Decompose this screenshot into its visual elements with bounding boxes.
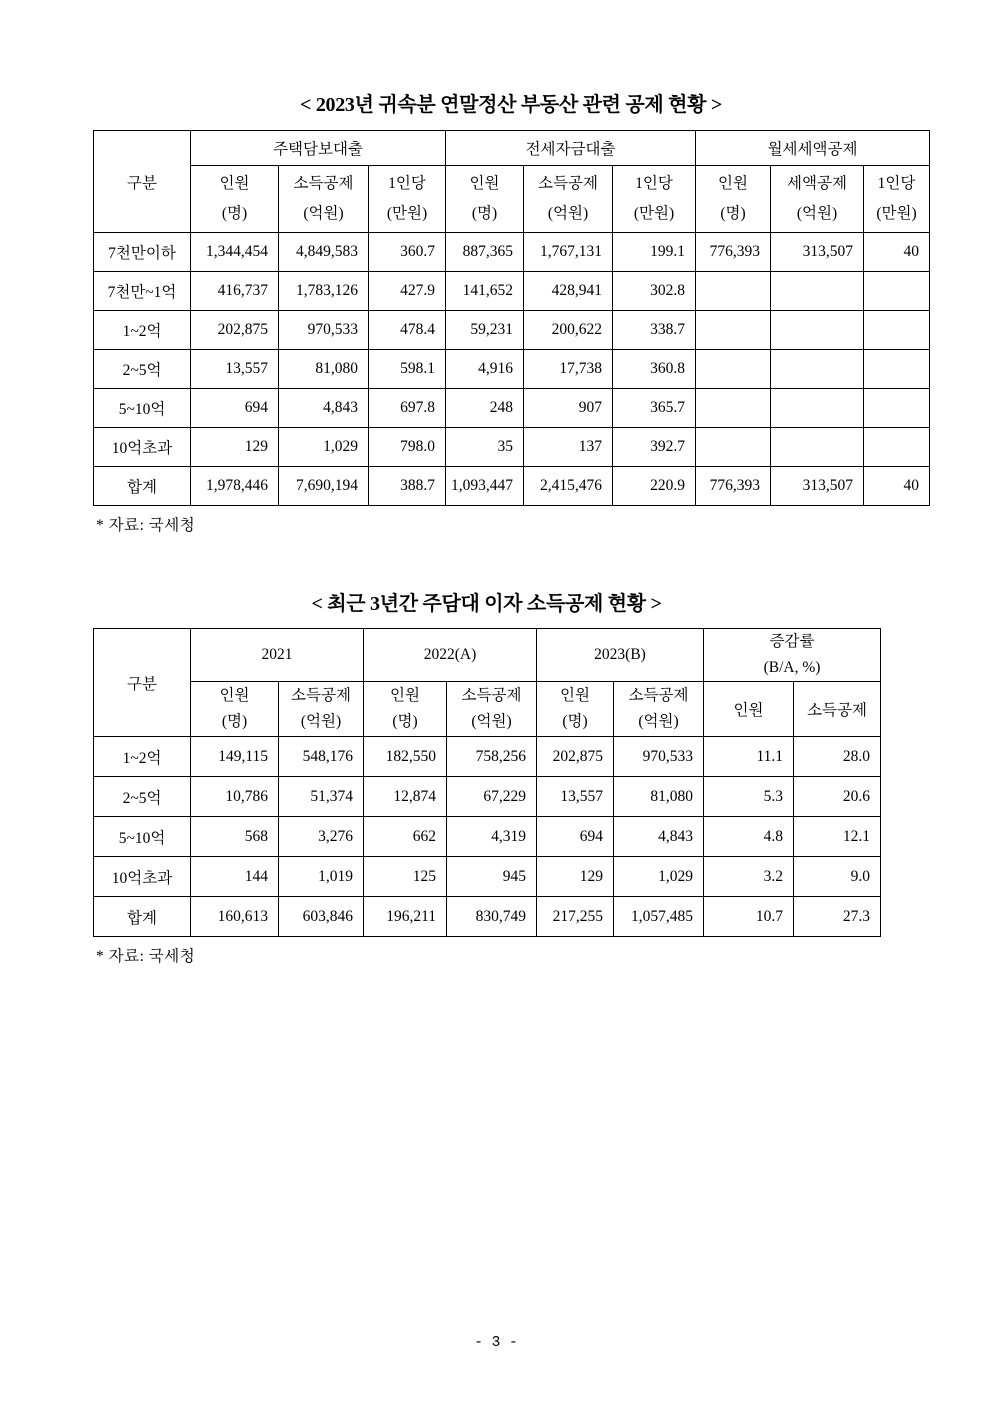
cell: 830,749 [447, 897, 537, 937]
cell: 81,080 [614, 777, 704, 817]
cell: 5.3 [704, 777, 794, 817]
cell: 28.0 [794, 737, 881, 777]
table2-subcol-header [537, 682, 614, 737]
cell: 945 [447, 857, 537, 897]
table-row [94, 428, 930, 467]
subcol-line1: 인원 [219, 687, 250, 704]
cell: 40 [864, 233, 930, 272]
table-row [94, 817, 881, 857]
table-row-total [94, 897, 881, 937]
row-label: 2~5억 [94, 350, 191, 389]
table1-subcol-header [524, 166, 613, 233]
row-label: 합계 [94, 467, 191, 506]
cell: 1,019 [279, 857, 364, 897]
cell: 11.1 [704, 737, 794, 777]
table1-corner-header: 구분 [94, 131, 191, 233]
table1-sub-header-row [94, 166, 930, 233]
cell: 13,557 [537, 777, 614, 817]
subcol-line1: 소득공제 [628, 687, 689, 704]
row-label: 1~2억 [94, 311, 191, 350]
table2-group-header-row [94, 629, 881, 682]
cell: 392.7 [613, 428, 696, 467]
cell: 338.7 [613, 311, 696, 350]
cell: 202,875 [191, 311, 279, 350]
cell: 4,916 [446, 350, 524, 389]
table-row [94, 350, 930, 389]
cell [864, 428, 930, 467]
table2-corner-header: 구분 [94, 629, 191, 737]
table1-group-rent-credit: 월세세액공제 [696, 131, 930, 166]
cell [696, 350, 771, 389]
subcol-line2: (억원) [796, 205, 838, 222]
cell: 4,319 [447, 817, 537, 857]
cell: 129 [191, 428, 279, 467]
cell [696, 428, 771, 467]
subcol-line1: 1인당 [635, 175, 673, 192]
cell: 125 [364, 857, 447, 897]
subcol-line2: (만원) [876, 205, 917, 222]
row-label: 5~10억 [94, 389, 191, 428]
subcol-line1: 소득공제 [291, 687, 351, 704]
cell: 3,276 [279, 817, 364, 857]
table1-group-mortgage: 주택담보대출 [191, 131, 446, 166]
cell: 758,256 [447, 737, 537, 777]
cell: 217,255 [537, 897, 614, 937]
subcol-line2: (명) [562, 713, 588, 730]
table-row [94, 857, 881, 897]
row-label: 1~2억 [94, 737, 191, 777]
cell: 9.0 [794, 857, 881, 897]
cell: 603,846 [279, 897, 364, 937]
cell: 776,393 [696, 467, 771, 506]
table1-subcol-header [279, 166, 369, 233]
cell: 199.1 [613, 233, 696, 272]
subcol-line1: 1인당 [388, 175, 426, 192]
cell: 662 [364, 817, 447, 857]
table-row [94, 777, 881, 817]
subcol-line2: (억원) [471, 713, 512, 730]
cell: 427.9 [369, 272, 446, 311]
cell: 776,393 [696, 233, 771, 272]
cell: 428,941 [524, 272, 613, 311]
table2-subcol-header: 인원 [704, 682, 794, 737]
subcol-line2: (명) [392, 713, 418, 730]
subcol-line2: (명) [221, 205, 248, 222]
row-label: 2~5억 [94, 777, 191, 817]
cell: 81,080 [279, 350, 369, 389]
cell [696, 311, 771, 350]
cell: 548,176 [279, 737, 364, 777]
subcol-line2: (명) [221, 713, 248, 730]
cell: 220.9 [613, 467, 696, 506]
row-label: 합계 [94, 897, 191, 937]
subcol-line1: 인원 [718, 175, 748, 192]
subcol-line1: 인원 [469, 175, 500, 192]
cell: 887,365 [446, 233, 524, 272]
table1-group-jeonse: 전세자금대출 [446, 131, 696, 166]
cell: 1,029 [279, 428, 369, 467]
table1-subcol-header [696, 166, 771, 233]
cell: 694 [191, 389, 279, 428]
cell: 1,029 [614, 857, 704, 897]
table2-subcol-header: 소득공제 [794, 682, 881, 737]
table1-source-note: * 자료: 국세청 [96, 517, 196, 534]
cell: 12,874 [364, 777, 447, 817]
group-line2: (B/A, %) [763, 659, 821, 676]
cell: 798.0 [369, 428, 446, 467]
table1-title: < 2023년 귀속분 연말정산 부동산 관련 공제 현황 > [300, 94, 722, 116]
cell: 2,415,476 [524, 467, 613, 506]
cell: 137 [524, 428, 613, 467]
cell: 67,229 [447, 777, 537, 817]
cell [771, 428, 864, 467]
table1-deduction-status [93, 130, 930, 506]
cell [696, 389, 771, 428]
cell: 149,115 [191, 737, 279, 777]
subcol-line1: 소득공제 [461, 687, 522, 704]
cell: 1,767,131 [524, 233, 613, 272]
cell: 20.6 [794, 777, 881, 817]
cell: 35 [446, 428, 524, 467]
subcol-line2: (만원) [386, 205, 428, 222]
subcol-line1: 소득공제 [293, 175, 354, 192]
cell: 4.8 [704, 817, 794, 857]
cell: 129 [537, 857, 614, 897]
cell [864, 350, 930, 389]
table-row [94, 737, 881, 777]
cell: 302.8 [613, 272, 696, 311]
table2-group-2023: 2023(B) [537, 629, 704, 682]
cell: 365.7 [613, 389, 696, 428]
cell: 694 [537, 817, 614, 857]
table2-subcol-header [279, 682, 364, 737]
subcol-line2: (억원) [300, 713, 342, 730]
cell: 1,093,447 [446, 467, 524, 506]
subcol-line2: (만원) [633, 205, 675, 222]
table1-subcol-header [613, 166, 696, 233]
cell: 970,533 [279, 311, 369, 350]
row-label: 10억초과 [94, 428, 191, 467]
subcol-line2: (억원) [638, 713, 679, 730]
cell: 697.8 [369, 389, 446, 428]
cell: 248 [446, 389, 524, 428]
table2-sub-header-row [94, 682, 881, 737]
subcol-line1: 인원 [219, 175, 250, 192]
subcol-line1: 1인당 [877, 175, 916, 192]
subcol-line2: (명) [720, 205, 746, 222]
cell: 360.7 [369, 233, 446, 272]
cell: 360.8 [613, 350, 696, 389]
cell: 1,344,454 [191, 233, 279, 272]
table-row [94, 233, 930, 272]
table1-subcol-header [191, 166, 279, 233]
cell: 388.7 [369, 467, 446, 506]
cell [864, 389, 930, 428]
cell [771, 311, 864, 350]
cell: 202,875 [537, 737, 614, 777]
cell: 10.7 [704, 897, 794, 937]
subcol-line1: 세액공제 [787, 175, 847, 192]
cell: 907 [524, 389, 613, 428]
cell: 568 [191, 817, 279, 857]
cell: 51,374 [279, 777, 364, 817]
cell [864, 311, 930, 350]
subcol-line2: (억원) [303, 205, 344, 222]
table2-group-change-rate [704, 629, 881, 682]
row-label: 7천만이하 [94, 233, 191, 272]
cell: 1,057,485 [614, 897, 704, 937]
table2-subcol-header [191, 682, 279, 737]
cell: 970,533 [614, 737, 704, 777]
table2-source-note: * 자료: 국세청 [96, 948, 196, 965]
cell [696, 272, 771, 311]
cell: 40 [864, 467, 930, 506]
cell: 1,783,126 [279, 272, 369, 311]
cell: 17,738 [524, 350, 613, 389]
table2-3year-mortgage-interest [93, 628, 881, 937]
subcol-line1: 소득공제 [538, 175, 598, 192]
row-label: 7천만~1억 [94, 272, 191, 311]
cell: 313,507 [771, 467, 864, 506]
cell [771, 389, 864, 428]
cell: 4,843 [279, 389, 369, 428]
cell: 59,231 [446, 311, 524, 350]
cell: 200,622 [524, 311, 613, 350]
cell: 160,613 [191, 897, 279, 937]
cell: 4,843 [614, 817, 704, 857]
cell [864, 272, 930, 311]
table-row-total [94, 467, 930, 506]
cell: 1,978,446 [191, 467, 279, 506]
cell: 27.3 [794, 897, 881, 937]
table2-subcol-header [447, 682, 537, 737]
table-row [94, 311, 930, 350]
cell: 196,211 [364, 897, 447, 937]
cell: 13,557 [191, 350, 279, 389]
cell: 598.1 [369, 350, 446, 389]
cell: 144 [191, 857, 279, 897]
table1-subcol-header [369, 166, 446, 233]
table2-title: < 최근 3년간 주담대 이자 소득공제 현황 > [311, 593, 662, 615]
table2-subcol-header [364, 682, 447, 737]
cell: 141,652 [446, 272, 524, 311]
cell: 313,507 [771, 233, 864, 272]
subcol-line1: 인원 [390, 687, 420, 704]
subcol-line1: 인원 [560, 687, 590, 704]
row-label: 10억초과 [94, 857, 191, 897]
table1-subcol-header [864, 166, 930, 233]
subcol-line2: (억원) [547, 205, 589, 222]
table1-subcol-header [771, 166, 864, 233]
cell: 4,849,583 [279, 233, 369, 272]
table2-group-2022: 2022(A) [364, 629, 537, 682]
page-number: - 3 - [474, 1335, 518, 1351]
cell: 182,550 [364, 737, 447, 777]
subcol-line2: (명) [471, 205, 498, 222]
table2-subcol-header [614, 682, 704, 737]
cell: 7,690,194 [279, 467, 369, 506]
table-row [94, 272, 930, 311]
table1-subcol-header [446, 166, 524, 233]
cell: 3.2 [704, 857, 794, 897]
cell [771, 350, 864, 389]
row-label: 5~10억 [94, 817, 191, 857]
cell: 12.1 [794, 817, 881, 857]
table-row [94, 389, 930, 428]
group-line1: 증감률 [769, 633, 815, 650]
cell [771, 272, 864, 311]
cell: 10,786 [191, 777, 279, 817]
cell: 478.4 [369, 311, 446, 350]
table2-group-2021: 2021 [191, 629, 364, 682]
table1-group-header-row [94, 131, 930, 166]
cell: 416,737 [191, 272, 279, 311]
